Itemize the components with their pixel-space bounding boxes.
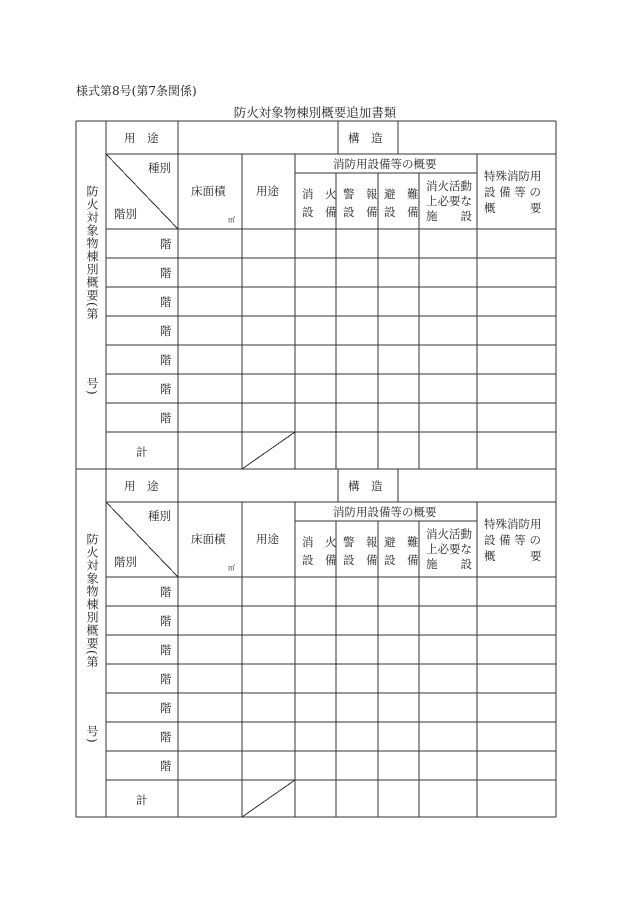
label-kind: 種別 <box>148 161 171 175</box>
form-number: 様式第8号(第7条関係) <box>76 84 197 98</box>
label-floor-area: 床面積 <box>191 532 226 546</box>
label-firefight-2: 上必要な <box>426 542 472 556</box>
label-special-3: 概 要 <box>484 201 542 215</box>
floor-row-label: 階 <box>160 353 172 367</box>
label-kind: 種別 <box>148 509 171 523</box>
label-fire-equipment-summary: 消防用設備等の概要 <box>333 157 437 171</box>
total-label: 計 <box>136 793 148 807</box>
label-extinguish-2: 設 備 <box>302 553 337 567</box>
label-floor: 階別 <box>114 555 137 569</box>
floor-row-label: 階 <box>160 643 172 657</box>
label-special-2: 設 備 等 の <box>484 185 541 199</box>
label-firefight-1: 消火活動 <box>426 527 472 541</box>
diagonal-line <box>242 432 295 469</box>
label-firefight-3: 施 設 <box>426 209 472 223</box>
side-label-end: 号) <box>85 725 99 744</box>
floor-row-label: 階 <box>160 730 172 744</box>
label-evac-1: 避 難 <box>384 535 419 549</box>
label-evac-2: 設 備 <box>384 553 419 567</box>
label-evac-2: 設 備 <box>384 205 419 219</box>
label-evac-1: 避 難 <box>384 187 419 201</box>
label-special-3: 概 要 <box>484 549 542 563</box>
side-label-end: 号) <box>85 377 99 396</box>
label-floor-area: 床面積 <box>191 184 226 198</box>
diagonal-line <box>242 780 295 817</box>
label-usage: 用途 <box>256 532 279 546</box>
floor-row-label: 階 <box>160 585 172 599</box>
floor-row-label: 階 <box>160 672 172 686</box>
label-alarm-1: 警 報 <box>343 187 378 201</box>
label-usage: 用途 <box>256 184 279 198</box>
label-area-unit: ㎡ <box>228 564 235 572</box>
label-floor: 階別 <box>114 207 137 221</box>
floor-row-label: 階 <box>160 701 172 715</box>
block-1 <box>76 121 556 469</box>
floor-row-label: 階 <box>160 411 172 425</box>
label-firefight-1: 消火活動 <box>426 179 472 193</box>
block-2 <box>76 469 556 817</box>
side-label: 防火対象物棟別概要(第 <box>85 533 99 669</box>
floor-row-label: 階 <box>160 295 172 309</box>
label-use: 用 途 <box>124 479 159 493</box>
label-fire-equipment-summary: 消防用設備等の概要 <box>333 505 437 519</box>
label-extinguish-1: 消 火 <box>302 535 337 549</box>
label-special-1: 特殊消防用 <box>484 517 542 531</box>
label-area-unit: ㎡ <box>228 216 235 224</box>
label-firefight-3: 施 設 <box>426 557 472 571</box>
form-title: 防火対象物棟別概要追加書類 <box>233 105 397 120</box>
label-firefight-2: 上必要な <box>426 194 472 208</box>
floor-row-label: 階 <box>160 266 172 280</box>
floor-row-label: 階 <box>160 382 172 396</box>
floor-row-label: 階 <box>160 759 172 773</box>
label-alarm-2: 設 備 <box>343 205 378 219</box>
label-special-1: 特殊消防用 <box>484 169 542 183</box>
side-label: 防火対象物棟別概要(第 <box>85 185 99 321</box>
label-use: 用 途 <box>124 131 159 145</box>
label-extinguish-1: 消 火 <box>302 187 337 201</box>
label-alarm-2: 設 備 <box>343 553 378 567</box>
floor-row-label: 階 <box>160 324 172 338</box>
total-label: 計 <box>136 445 148 459</box>
floor-row-label: 階 <box>160 237 172 251</box>
label-structure: 構 造 <box>348 131 383 145</box>
label-special-2: 設 備 等 の <box>484 533 541 547</box>
label-alarm-1: 警 報 <box>343 535 378 549</box>
floor-row-label: 階 <box>160 614 172 628</box>
label-structure: 構 造 <box>348 479 383 493</box>
label-extinguish-2: 設 備 <box>302 205 337 219</box>
